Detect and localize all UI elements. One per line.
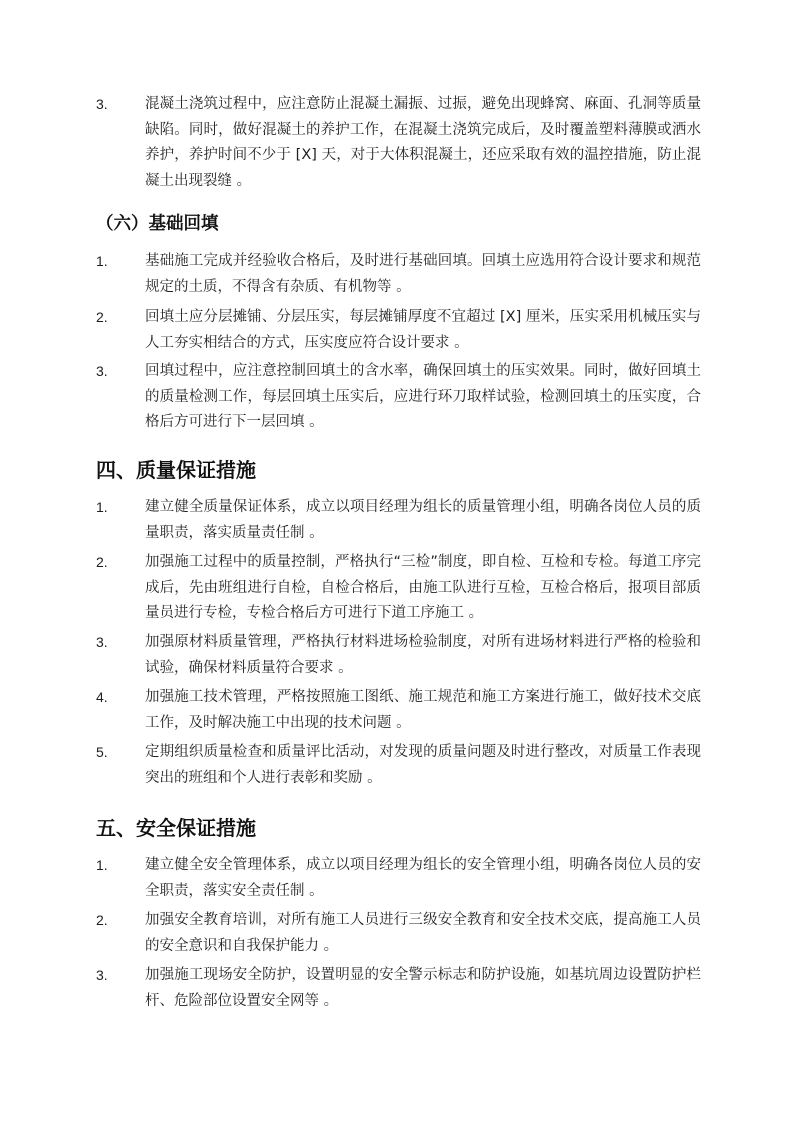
item-text: 建立健全质量保证体系，成立以项目经理为组长的质量管理小组，明确各岗位人员的质量职责，落实质量责任制 。 [145,499,701,541]
item-text: 加强施工现场安全防护，设置明显的安全警示标志和防护设施，如基坑周边设置防护栏杆、危险部位设置安全网等 。 [145,967,701,1009]
item-text: 定期组织质量检查和质量评比活动，对发现的质量问题及时进行整改，对质量工作表现突出的班组和个人进行表彰和奖励 。 [145,744,701,786]
item-number: 4. [96,689,108,705]
item-number: 1. [96,253,108,269]
item-text: 加强原材料质量管理，严格执行材料进场检验制度，对所有进场材料进行严格的检验和试验，确保材料质量符合要求 。 [145,634,701,676]
list-item [96,908,706,959]
section-heading-4: 四、质量保证措施 [96,458,256,482]
list-item [96,305,706,356]
item-number: 1. [96,857,108,873]
item-text: 回填土应分层摊铺、分层压实，每层摊铺厚度不宜超过 [X] 厘米，压实采用机械压实与人工夯实相结合的方式，压实度应符合设计要求 。 [145,309,701,351]
list-item [96,685,706,736]
list-item [96,630,706,681]
list-item [96,359,706,436]
item-number: 5. [96,744,108,760]
item-text: 建立健全安全管理体系，成立以项目经理为组长的安全管理小组，明确各岗位人员的安全职责，落实安全责任制 。 [145,857,701,899]
item-number: 1. [96,499,108,515]
item-text: 加强施工技术管理，严格按照施工图纸、施工规范和施工方案进行施工，做好技术交底工作，及时解决施工中出现的技术问题 。 [145,689,701,731]
item-text: 基础施工完成并经验收合格后，及时进行基础回填。回填土应选用符合设计要求和规范规定的土质，不得含有杂质、有机物等 。 [145,253,701,295]
list-item [96,92,706,194]
item-number: 3. [96,363,108,379]
item-number: 2. [96,554,108,570]
item-number: 3. [96,96,108,112]
list-item [96,853,706,904]
item-text: 混凝土浇筑过程中，应注意防止混凝土漏振、过振，避免出现蜂窝、麻面、孔洞等质量缺陷。同时，做好混凝土的养护工作，在混凝土浇筑完成后，及时覆盖塑料薄膜或洒水养护，养护时间不少于 [X] 天，对于大体积混凝土，还应采取有效的温控措施，防止混凝土出现裂缝 。 [145,96,701,189]
list-item [96,249,706,300]
item-text: 加强安全教育培训，对所有施工人员进行三级安全教育和安全技术交底，提高施工人员的安全意识和自我保护能力 。 [145,912,701,954]
item-text: 回填过程中，应注意控制回填土的含水率，确保回填土的压实效果。同时，做好回填土的质量检测工作，每层回填土压实后，应进行环刀取样试验，检测回填土的压实度，合格后方可进行下一层回填 。 [145,363,701,430]
list-item [96,495,706,546]
list-item [96,740,706,791]
item-text: 加强施工过程中的质量控制，严格执行“三检”制度，即自检、互检和专检。每道工序完成后，先由班组进行自检，自检合格后，由施工队进行互检，互检合格后，报项目部质量员进行专检，专检合格后方可进行下道工序施工 。 [145,554,701,621]
item-number: 2. [96,912,108,928]
section-heading-6: （六）基础回填 [96,214,219,234]
item-number: 2. [96,309,108,325]
section-heading-5: 五、安全保证措施 [96,816,256,840]
list-item [96,963,706,1014]
item-number: 3. [96,967,108,983]
item-number: 3. [96,634,108,650]
list-item [96,550,706,627]
